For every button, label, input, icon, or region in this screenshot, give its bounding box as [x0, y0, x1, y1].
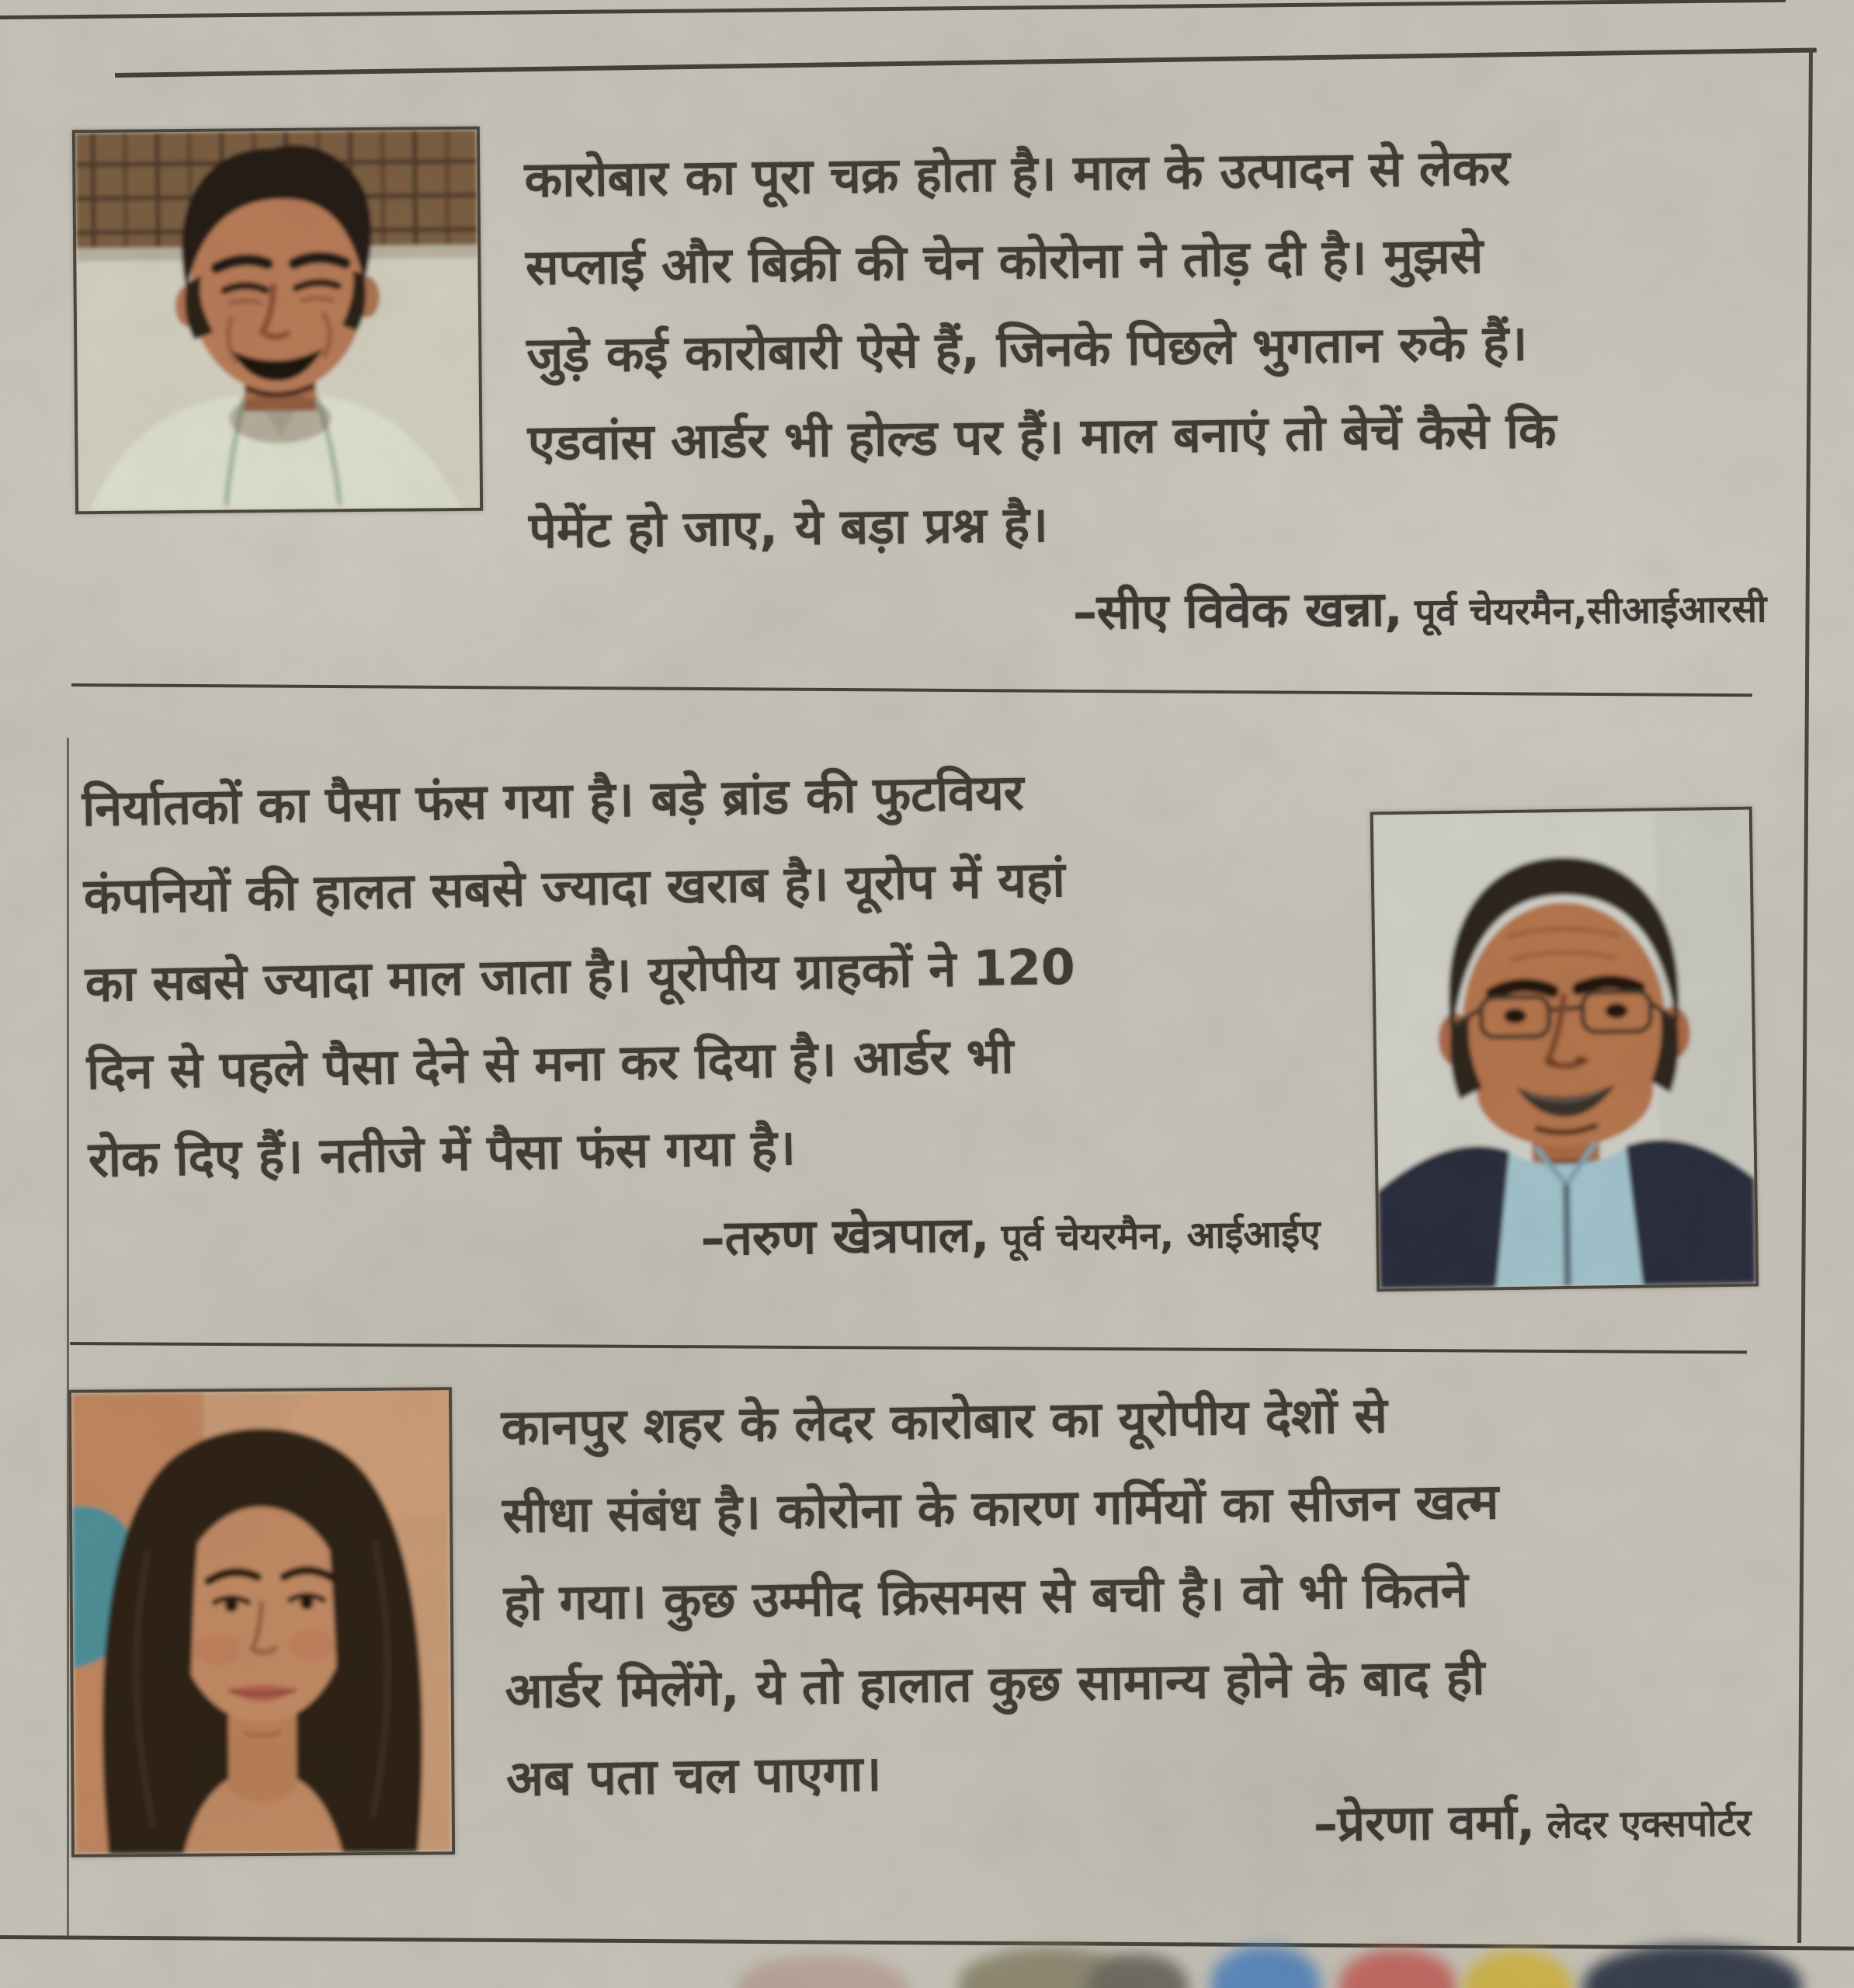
- attribution-name: –प्रेरणा वर्मा,: [1313, 1792, 1536, 1853]
- quote-line: का सबसे ज्यादा माल जाता है। यूरोपीय ग्राहकों ने 120: [85, 938, 1076, 1013]
- quote-line: हो गया। कुछ उम्मीद क्रिसमस से बची है। वो भी कितने: [503, 1561, 1469, 1632]
- top-rule-thin: [0, 0, 1786, 19]
- quote-line: दिन से पहले पैसा देने से मना कर दिया है। आर्डर भी: [86, 1027, 1015, 1100]
- quote-line: पेमेंट हो जाए, ये बड़ा प्रश्न है।: [528, 495, 1049, 559]
- quote-line: निर्यातकों का पैसा फंस गया है। बड़े ब्रांड की फुटवियर: [82, 763, 1025, 837]
- quote-line: अब पता चल पाएगा।: [505, 1745, 882, 1807]
- attribution-role: लेदर एक्सपोर्टर: [1547, 1801, 1752, 1847]
- blurred-shape: [1339, 1949, 1456, 1988]
- quote-text-1: [524, 120, 1787, 575]
- blurred-shape: [1211, 1946, 1320, 1988]
- attribution-name: –तरुण खेत्रपाल,: [700, 1205, 990, 1267]
- divider-2: [70, 1342, 1747, 1354]
- portrait-photo-1: [72, 127, 483, 515]
- portrait-photo-2: [1370, 807, 1759, 1292]
- attribution-role: पूर्व चेयरमैन,सीआईआरसी: [1414, 587, 1767, 634]
- quote-line: सीधा संबंध है। कोरोना के कारण गर्मियों का सीजन खत्म: [502, 1473, 1499, 1544]
- portrait-woman: [71, 1390, 452, 1854]
- quote-text-2: [82, 743, 1355, 1204]
- portrait-man-mustache: [75, 130, 480, 511]
- attribution-2: [82, 1196, 1321, 1278]
- quote-line: सप्लाई और बिक्री की चेन कोरोना ने तोड़ दी है। मुझसे: [525, 227, 1484, 296]
- attribution-1: [524, 571, 1767, 649]
- top-rule-thick: [115, 47, 1817, 78]
- left-column-rule: [67, 738, 69, 1938]
- right-column-rule: [1797, 48, 1813, 1943]
- quote-line: एडवांस आर्डर भी होल्ड पर हैं। माल बनाएं तो बेचें कैसे कि: [527, 401, 1557, 471]
- quote-line: कानपुर शहर के लेदर कारोबार का यूरोपीय देशों से: [501, 1387, 1388, 1456]
- attribution-name: –सीए विवेक खन्ना,: [1072, 580, 1403, 641]
- bottom-rule: [0, 1935, 1854, 1951]
- blurred-shape: [1463, 1951, 1572, 1988]
- attribution-role: पूर्व चेयरमैन, आईआईए: [1001, 1211, 1321, 1260]
- quote-text-3: [501, 1366, 1796, 1823]
- divider-1: [71, 683, 1752, 697]
- portrait-man-glasses: [1373, 810, 1755, 1289]
- quote-line: आर्डर मिलेंगे, ये तो हालात कुछ सामान्य होने के बाद ही: [505, 1649, 1485, 1719]
- quote-line: कारोबार का पूरा चक्र होता है। माल के उत्पादन से लेकर: [524, 139, 1511, 208]
- blurred-shape: [738, 1955, 908, 1988]
- portrait-photo-3: [68, 1387, 455, 1857]
- quote-line: रोक दिए हैं। नतीजे में पैसा फंस गया है।: [88, 1119, 797, 1188]
- quote-line: कंपनियों की हालत सबसे ज्यादा खराब है। यूरोप में यहां: [83, 850, 1066, 925]
- blurred-shape: [1584, 1945, 1801, 1988]
- quote-line: जुड़े कई कारोबारी ऐसे हैं, जिनके पिछले भुगतान रुके हैं।: [526, 315, 1528, 384]
